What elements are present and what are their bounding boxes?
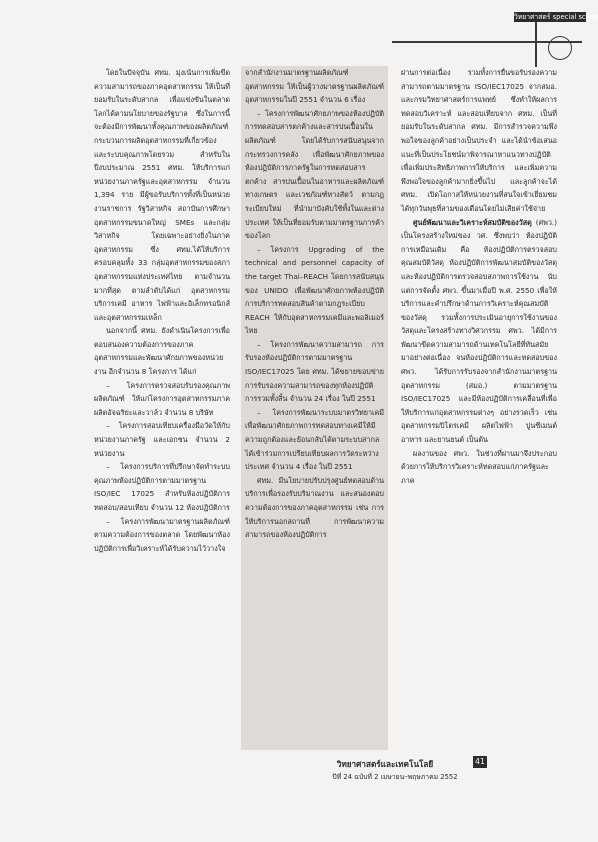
paragraph: (ศพว.) เป็นโครงสร้างใหม่ของ วศ. ซึ่งพบว่า ห้องปฏิบัติการเหมือนเดิม คือ ห้องปฏิบัติการตรวจสอบคุณสมบัติวัสดุ ห้องปฏิบัติการพัฒนาสมบัติของวัสดุ และห้องปฏิบัติการตรวจสอบสภาพการใช้งาน นับแต่การจัดตั้ง ศพว. ขึ้นมาเมื่อปี พ.ศ. 2550 เพื่อให้บริการและคำปรึกษาด้านการวิเคราะห์คุณสมบัติของวัสดุ รวมทั้งการประเมินอายุการใช้งานของวัสดุและโครงสร้างทางวิศวกรรม ศพว. ได้มีการพัฒนาขีดความสามารถด้านเทคโนโลยีที่ทันสมัยมาอย่างต่อเนื่อง จนห้องปฏิบัติการและทดสอบของ ศพว. ได้รับการรับรองจากสำนักงานมาตรฐานอุตสาหกรรม (สมอ.) ตามมาตรฐาน ISO/IEC17025 และมีห้องปฏิบัติการเคลื่อนที่เพื่อให้บริการแก่อุตสาหกรรมต่างๆ อย่างรวดเร็ว เช่น อุตสาหกรรมปิโตรเคมี ผลิตไฟฟ้า ปูนซีเมนต์ อาหาร และยานยนต์ เป็นต้น [401, 217, 557, 445]
list-item: – โครงการพัฒนาศักยภาพของห้องปฏิบัติการทดสอบสารตกค้างและสารปนเปื้อนในผลิตภัณฑ์ โดยได้รับการสนับสนุนจากกระทรวงการคลัง เพื่อพัฒนาศักยภาพของห้องปฏิบัติการภาครัฐในการทดสอบสารตกค้าง สารปนเปื้อนในอาหารและผลิตภัณฑ์ทางเกษตร และเวชภัณฑ์ทางสัตว์ ตามกฎระเบียบใหม่ ที่นำมาบังคับใช้ทั้งในและต่างประเทศ ให้เป็นที่ยอมรับตามมาตรฐานการค้าของโลก [245, 108, 384, 241]
list-item: – โครงการสอบเทียบเครื่องมือวัดให้กับหน่วยงานภาครัฐ และเอกชน จำนวน 2 หน่วยงาน [94, 421, 230, 458]
header-deco-circle [548, 36, 572, 60]
header-rule-vertical [535, 22, 537, 67]
article-column-3 [401, 66, 557, 750]
paragraph: ศทม. มีนโยบายปรับปรุงศูนย์ทดสอบด้านบริการเพื่อรองรับบริมาณงาน และสนองตอบความต้องการของภาคอุตสาหกรรม เช่น การให้บริการนอกสถานที่ การพัฒนาความสามารถของห้องปฏิบัติการ [245, 475, 384, 540]
paragraph: นอกจากนี้ ศทม. ยังดำเนินโครงการเพื่อตอบสนองความต้องการของภาคอุตสาหกรรมและพัฒนาศักยภาพของหน่วยงาน อีกจำนวน 8 โครงการ ได้แก่ [94, 326, 230, 377]
list-item: – โครงการพัฒนาความสามารถ การรับรองห้องปฏิบัติการตามมาตรฐาน ISO/IEC17025 โดย ศทม. ได้ขยายขอบข่ายการรับรองความสามารถของทุกห้องปฏิบัติการรวมทั้งสิ้น จำนวน 24 เรื่อง ในปี 2551 [245, 339, 384, 404]
paragraph: ผลงานของ ศพว. ในช่วงที่ผ่านมาจึงประกอบด้วยการให้บริการวิเคราะห์ทดสอบแก่ภาครัฐและภาค [401, 448, 557, 485]
section-heading: ศูนย์พัฒนาและวิเคราะห์สมบัติของวัสดุ [413, 217, 532, 227]
list-item: – โครงการ Upgrading of the technical and personnel capacity of the target Thai–REACH โดยการสนับสนุนของ UNIDO เพื่อพัฒนาศักยภาพห้องปฏิบัติการบริการทดสอบสินค้าตามกฎระเบียบ REACH ให้กับอุตสาหกรรมเคมีและพอลิเมอร์ไทย [245, 244, 384, 336]
list-item: – โครงการพัฒนาระบบมาตรวิทยาเคมี เพื่อพัฒนาศักยภาพการทดสอบทางเคมีให้มีความถูกต้องและย้อนกลับได้ตามระบบสากล ได้เข้าร่วมการเปรียบเทียบผลการวัดระหว่างประเทศ จำนวน 4 เรื่อง ในปี 2551 [245, 407, 384, 472]
section-label: วิทยาศาสตร์ special scoop [514, 13, 598, 21]
list-item: – โครงการพัฒนามาตรฐานผลิตภัณฑ์ตามความต้องการของตลาด โดยพัฒนาห้องปฏิบัติการเพื่อวิเคราะห์ได้รับความไว้วางใจ [94, 516, 230, 553]
paragraph: โดยในปัจจุบัน ศทม. มุ่งเน้นการเพิ่มขีดความสามารถของภาคอุตสาหกรรม ให้เป็นที่ยอมรับในระดับสากล เพื่อแข่งขันในตลาดโลกได้ตามนโยบายของรัฐบาล ซึ่งในการนี้ จะต้องมีการพัฒนาทั้งคุณภาพของผลิตภัณฑ์ กระบวนการผลิตอุตสาหกรรมที่เกี่ยวข้อง และระบบคุณภาพโดยรวม สำหรับในปีงบประมาณ 2551 ศทม. ให้บริการแก่หน่วยงานภาครัฐและอุตสาหกรรม จำนวน 1,394 ราย มีผู้ขอรับบริการทั้งที่เป็นหน่วยงานราชการ รัฐวิสาหกิจ สถาบันการศึกษาอุตสาหกรรมขนาดใหญ่ SMEs และกลุ่มวิสาหกิจ โดยเฉพาะอย่างยิ่งในภาคอุตสาหกรรม ซึ่ง ศทม.ได้ให้บริการครอบคลุมทั้ง 33 กลุ่มอุตสาหกรรมของสภาอุตสาหกรรมแห่งประเทศไทย ตามจำนวนมากที่สุด ตามลำดับได้แก่ อุตสาหกรรมบริการเคมี อาหาร ไฟฟ้าและอิเล็กทรอนิกส์ และอุตสาหกรรมเหล็ก [94, 68, 230, 322]
footer-issue: ปีที่ 24 ฉบับที่ 2 เมษายน–พฤษภาคม 2552 [332, 773, 458, 781]
paragraph: จากสำนักงานมาตรฐานผลิตภัณฑ์อุตสาหกรรม ให้เป็นผู้วางมาตรฐานผลิตภัณฑ์อุตสาหกรรมในปี 2551 จำนวน 6 เรื่อง [245, 68, 384, 105]
list-item: – โครงการบริการที่ปรึกษาจัดทำระบบคุณภาพห้องปฏิบัติการตามมาตรฐาน ISO/IEC 17025 สำหรับห้องปฏิบัติการทดสอบ/สอบเทียบ จำนวน 12 ห้องปฏิบัติการ [94, 462, 230, 512]
article-column-2 [241, 66, 388, 750]
paragraph: ผ่านการต่อเนื่อง รวมทั้งการยื่นขอรับรองความสามารถตามมาตรฐาน ISO/IEC17025 จากสมอ. และกรมวิทยาศาสตร์การแพทย์ ซึ่งทำให้ผลการทดสอบวิเคราะห์ และสอบเทียบจาก ศทม. เป็นที่ยอมรับในระดับสากล ศทม. มีการสำรวจความพึงพอใจของลูกค้าอย่างเป็นประจำ และได้นำข้อเสนอแนะที่เป็นประโยชน์มาพิจารณาหาแนวทางปฏิบัติ เพื่อเพิ่มประสิทธิภาพการให้บริการ และเพิ่มความพึงพอใจของลูกค้ามากยิ่งขึ้นไป และลูกค้าจะได้ ศทม. เปิดโอกาสให้หน่วยงานที่สนใจเข้าเยี่ยมชมได้ทุกวันพุธที่สามของเดือนโดยไม่เสียค่าใช้จ่าย [401, 68, 557, 213]
page-number: 41 [473, 756, 487, 768]
article-column-1 [94, 66, 230, 750]
footer-magazine-title: วิทยาศาสตร์และเทคโนโลยี [336, 759, 434, 769]
list-item: – โครงการตรวจสอบรับรองคุณภาพผลิตภัณฑ์ ให้แก่โครงการอุตสาหกรรมภาคผลิตอัจฉริยะและวาล์ว จำนวน 8 บริษัท [94, 380, 230, 417]
